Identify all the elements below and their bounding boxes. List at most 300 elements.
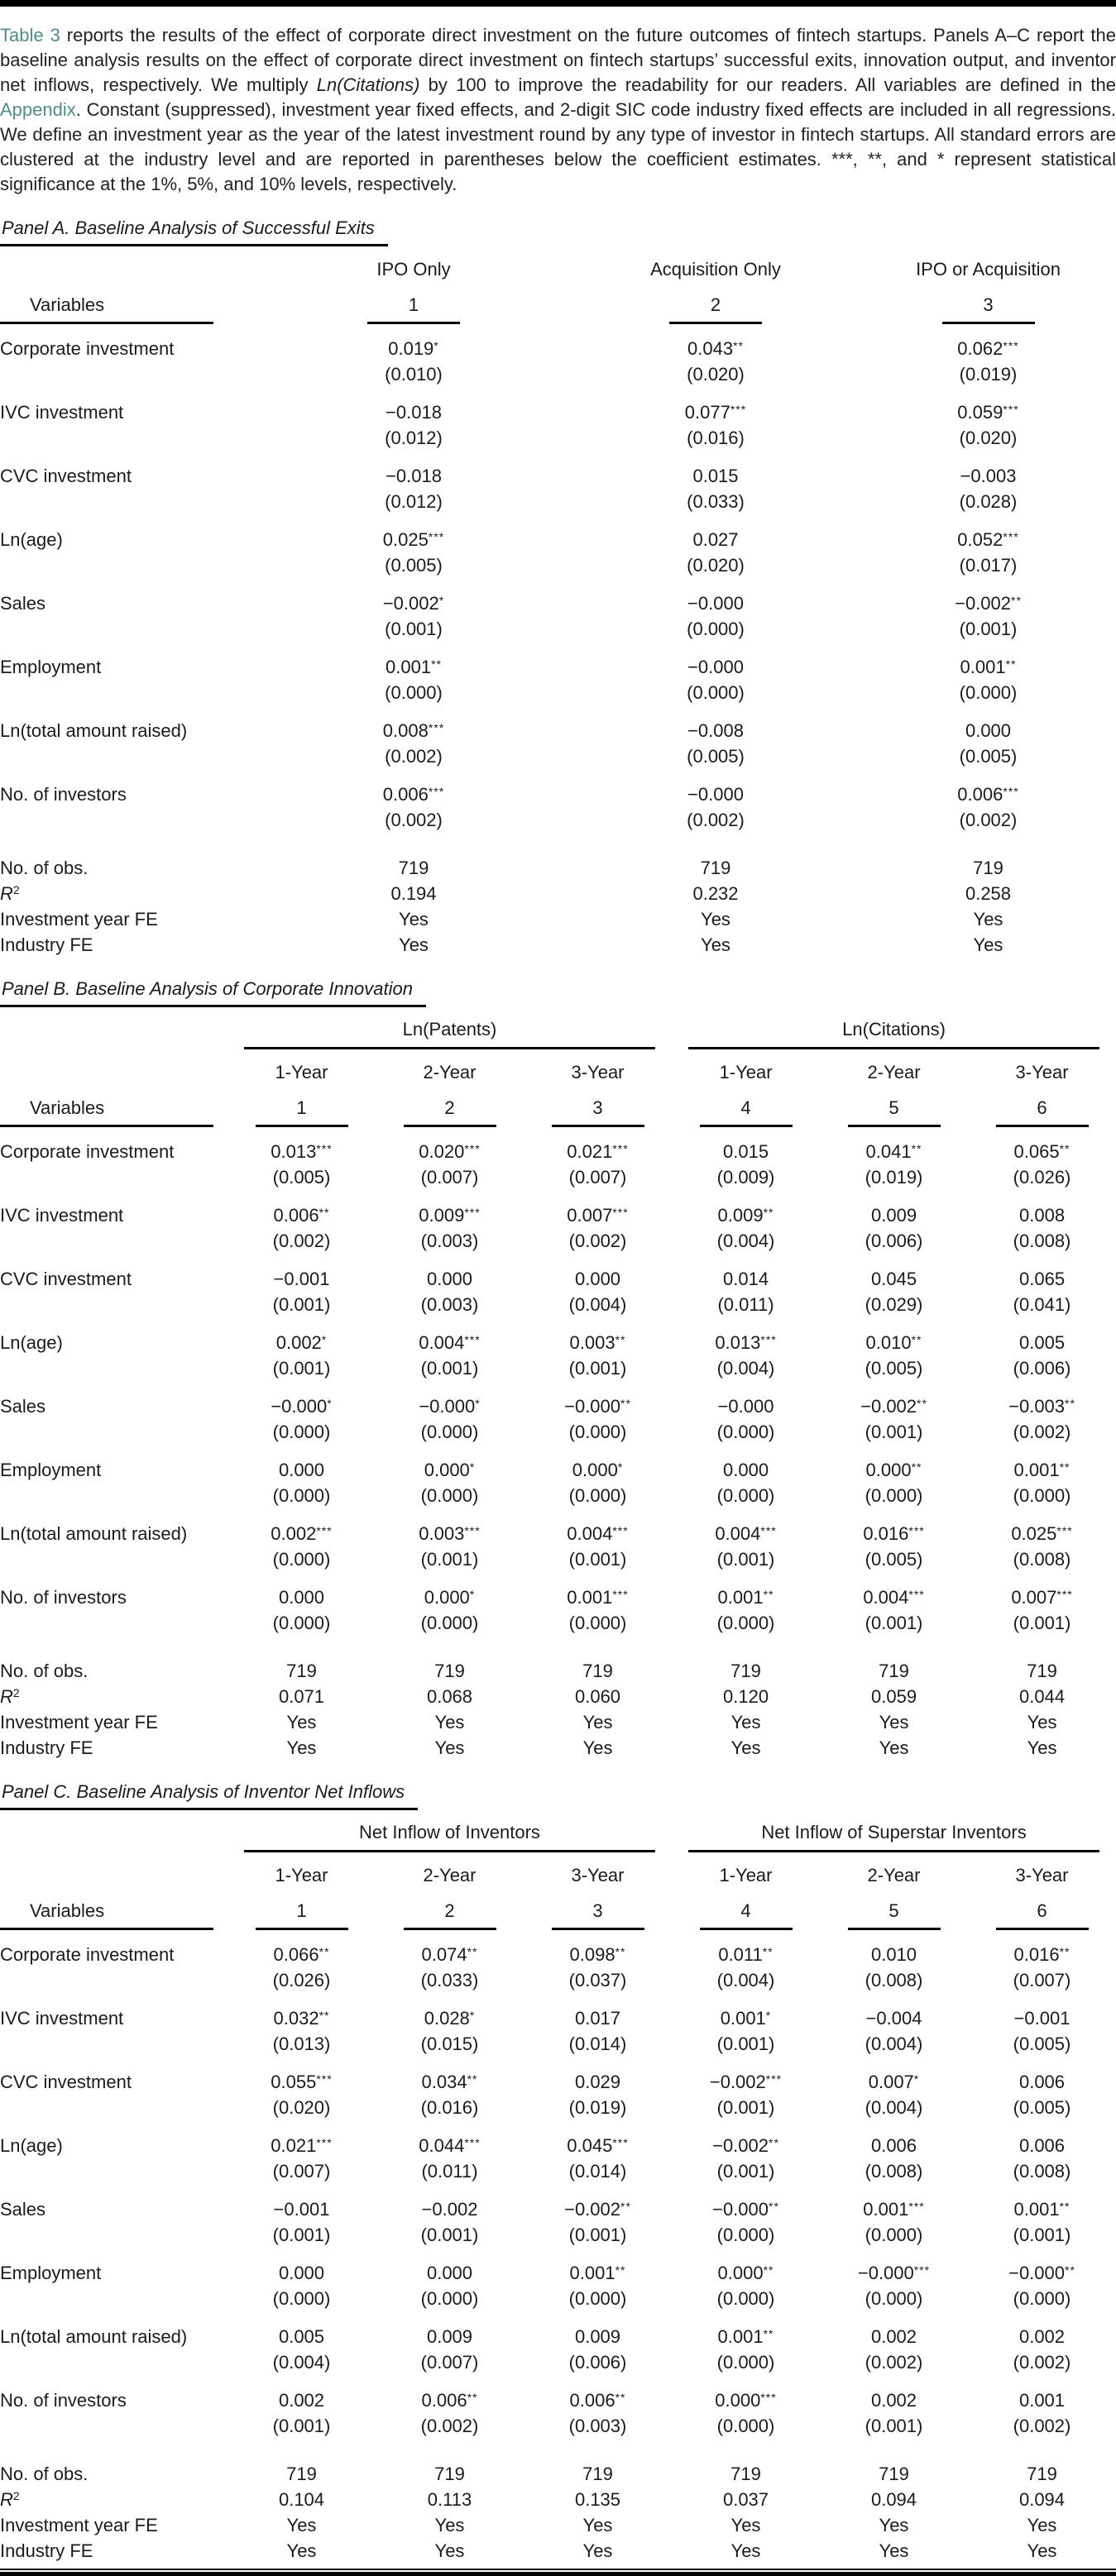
significance-stars: **	[1065, 2263, 1075, 2277]
variable-label: Sales	[0, 1396, 46, 1417]
stderr-cell: (0.001)	[865, 1422, 923, 1442]
stderr-cell: (0.004)	[716, 1970, 775, 1991]
group-header-label: Net Inflow of Inventors	[244, 1820, 655, 1852]
significance-stars: ***	[428, 785, 445, 798]
coefficient-cell: 0.001**	[717, 1587, 774, 1608]
stderr-cell: (0.000)	[272, 2288, 331, 2309]
stat-cell: 719	[730, 1661, 761, 1681]
column-number	[968, 1086, 1116, 1127]
stderr-cell: (0.002)	[1013, 2352, 1071, 2373]
results-table-panel-c	[0, 1810, 1116, 2564]
stat-cell: 719	[879, 2464, 909, 2484]
significance-stars: ***	[760, 1333, 777, 1346]
coefficient-cell: 0.098**	[569, 1944, 626, 1965]
variable-label: CVC investment	[0, 466, 132, 486]
coefficient-cell: 0.065**	[1013, 1141, 1070, 1162]
stat-cell: Yes	[434, 1712, 465, 1732]
stderr-cell: (0.000)	[716, 2225, 775, 2245]
coefficient-cell: −0.018	[386, 402, 442, 423]
significance-stars: *	[469, 2009, 476, 2022]
coefficient-cell: 0.006***	[957, 784, 1019, 805]
significance-stars: *	[913, 2072, 920, 2086]
coefficient-cell: 0.045***	[567, 2135, 629, 2156]
stat-cell: 719	[1027, 2464, 1057, 2484]
stderr-cell: (0.020)	[687, 555, 745, 576]
coefficient-cell: −0.000	[687, 593, 744, 614]
column-number	[376, 1889, 524, 1930]
significance-stars: ***	[1003, 530, 1019, 543]
stderr-cell: (0.005)	[959, 746, 1018, 767]
column-number-label: 6	[996, 1899, 1089, 1930]
stderr-cell: (0.000)	[865, 1485, 923, 1506]
stderr-cell: (0.007)	[272, 2161, 331, 2182]
stderr-cell: (0.041)	[1013, 1294, 1071, 1315]
coefficient-cell: −0.000	[687, 657, 744, 677]
stat-cell: 719	[973, 858, 1003, 878]
stderr-cell: (0.000)	[568, 1613, 627, 1633]
stat-cell: Yes	[434, 2540, 465, 2561]
stat-cell: 719	[398, 858, 429, 878]
variables-header-label: Variables	[0, 293, 213, 324]
stderr-cell: (0.000)	[420, 1613, 479, 1633]
coefficient-cell: 0.005	[278, 2326, 325, 2347]
stat-cell: Yes	[730, 1737, 761, 1758]
significance-stars: ***	[428, 530, 445, 543]
significance-stars: ***	[316, 2072, 333, 2086]
stderr-cell: (0.008)	[1013, 1231, 1071, 1251]
coefficient-cell: 0.001**	[1013, 2199, 1070, 2220]
spacer-cell	[0, 1483, 228, 1521]
spacer-cell	[0, 1810, 228, 1852]
significance-stars: **	[319, 1945, 330, 1958]
stderr-cell: (0.033)	[687, 491, 745, 512]
caption-link[interactable]: Table 3	[0, 25, 60, 45]
stat-label: Investment year FE	[0, 1712, 158, 1732]
stat-cell: 719	[1027, 1661, 1057, 1681]
spacer-cell	[0, 552, 256, 590]
significance-stars: **	[769, 2136, 779, 2149]
variable-label: Ln(total amount raised)	[0, 1523, 188, 1544]
column-header: 2-Year	[867, 1865, 921, 1885]
caption-link[interactable]: Appendix	[0, 99, 76, 120]
significance-stars: *	[438, 594, 445, 607]
stat-cell: Yes	[1027, 2540, 1057, 2561]
stderr-cell: (0.000)	[272, 1549, 331, 1570]
stderr-cell: (0.005)	[1013, 2097, 1071, 2118]
stderr-cell: (0.011)	[717, 1294, 774, 1315]
panel-b-table-host	[0, 1007, 1116, 1761]
stderr-cell: (0.000)	[716, 2416, 775, 2436]
stderr-cell: (0.000)	[865, 2225, 923, 2245]
significance-stars: **	[467, 2072, 478, 2086]
stderr-cell: (0.005)	[272, 1167, 331, 1188]
coefficient-cell: 0.007***	[567, 1205, 629, 1226]
stat-cell: 719	[434, 1661, 465, 1681]
column-number-label: 3	[552, 1096, 644, 1127]
stat-label: No. of obs.	[0, 858, 89, 878]
stat-cell: Yes	[879, 2515, 909, 2535]
stat-cell: 0.071	[278, 1686, 325, 1707]
significance-stars: ***	[464, 1142, 481, 1155]
stat-cell: 0.044	[1019, 1686, 1066, 1707]
stderr-cell: (0.015)	[420, 2034, 479, 2054]
coefficient-cell: 0.000	[574, 1269, 621, 1289]
stderr-cell: (0.001)	[385, 619, 443, 639]
variables-header-label: Variables	[0, 1899, 213, 1930]
spacer-cell	[0, 680, 256, 718]
stderr-cell: (0.017)	[959, 555, 1018, 576]
stderr-cell: (0.028)	[959, 491, 1018, 512]
stderr-cell: (0.000)	[568, 1485, 627, 1506]
significance-stars: **	[911, 1333, 922, 1346]
coefficient-cell: 0.001	[1018, 2390, 1066, 2411]
coefficient-cell: 0.000**	[865, 1460, 922, 1480]
stderr-cell: (0.001)	[1013, 1613, 1071, 1633]
spacer-cell	[0, 616, 256, 654]
column-number	[524, 1889, 672, 1930]
coefficient-cell: −0.002**	[955, 593, 1022, 614]
stat-cell: Yes	[399, 934, 429, 955]
stat-cell: Yes	[582, 2515, 613, 2535]
coefficient-cell: 0.025***	[382, 529, 445, 550]
coefficient-cell: 0.065	[1019, 1269, 1066, 1289]
stderr-cell: (0.020)	[959, 428, 1018, 448]
stderr-cell: (0.000)	[420, 2288, 479, 2309]
stderr-cell: (0.001)	[865, 2416, 923, 2436]
significance-stars: **	[911, 1142, 922, 1155]
stderr-cell: (0.007)	[1013, 1970, 1071, 1991]
variable-label: No. of investors	[0, 2390, 127, 2411]
significance-stars: ***	[1003, 403, 1019, 416]
significance-stars: ***	[464, 1524, 481, 1537]
coefficient-cell: 0.000	[278, 2263, 325, 2283]
stderr-cell: (0.002)	[385, 810, 443, 830]
column-number	[524, 1086, 672, 1127]
stat-cell: 719	[879, 1661, 909, 1681]
stderr-cell: (0.005)	[687, 746, 745, 767]
coefficient-cell: 0.003**	[569, 1332, 626, 1353]
stderr-cell: (0.002)	[865, 2352, 923, 2373]
coefficient-cell: −0.000	[687, 784, 744, 805]
caption-text: reports the results of the effect of corporate direct investment on the future outcomes of fintech startups. Panels A–C report the baseline analysis results on the effect of corporate direct investment on fintech startups’ successful exits, innovation output, and inventor net inflows, respectively. We multiply	[0, 25, 1116, 95]
column-number-label: 1	[256, 1096, 348, 1127]
panel-a	[0, 197, 1116, 958]
coefficient-cell: 0.055***	[271, 2072, 333, 2092]
coefficient-cell: 0.077***	[684, 402, 747, 423]
coefficient-cell: 0.001*	[720, 2008, 772, 2029]
stderr-cell: (0.001)	[716, 2097, 775, 2118]
coefficient-cell: −0.000**	[712, 2199, 779, 2220]
stderr-cell: (0.001)	[272, 2416, 331, 2436]
coefficient-cell: 0.003***	[419, 1523, 481, 1544]
coefficient-cell: 0.006	[870, 2135, 917, 2156]
significance-stars: ***	[464, 1206, 481, 1219]
coefficient-cell: −0.002**	[860, 1396, 927, 1417]
stderr-cell: (0.002)	[420, 2416, 479, 2436]
coefficient-cell: 0.015	[723, 1141, 769, 1162]
r-squared-symbol: R	[0, 883, 13, 904]
coefficient-cell: 0.015	[692, 466, 739, 486]
coefficient-cell: 0.074**	[421, 1944, 478, 1965]
coefficient-cell: 0.001**	[717, 2326, 774, 2347]
spacer-cell	[0, 807, 256, 845]
stderr-cell: (0.004)	[272, 2352, 331, 2373]
stderr-cell: (0.003)	[568, 2416, 627, 2436]
coefficient-cell: 0.001***	[567, 1587, 629, 1608]
stat-label: Investment year FE	[0, 2515, 158, 2535]
column-number	[376, 1086, 524, 1127]
column-number	[968, 1889, 1116, 1930]
spacer-cell	[0, 2413, 228, 2451]
coefficient-cell: −0.001	[1013, 2008, 1070, 2029]
stat-cell: Yes	[286, 2515, 317, 2535]
variable-label: Corporate investment	[0, 1141, 175, 1162]
significance-stars: ***	[730, 403, 747, 416]
spacer-cell	[0, 425, 256, 463]
stat-cell: Yes	[582, 2540, 613, 2561]
stat-cell: Yes	[701, 909, 730, 930]
stderr-cell: (0.001)	[959, 619, 1018, 639]
significance-stars: *	[433, 339, 439, 352]
spacer-cell	[0, 1007, 228, 1049]
coefficient-cell: 0.001***	[863, 2199, 925, 2220]
stderr-cell: (0.001)	[865, 1613, 923, 1633]
stderr-cell: (0.002)	[959, 810, 1018, 830]
spacer-cell	[0, 2095, 228, 2133]
coefficient-cell: −0.000	[717, 1396, 774, 1417]
stderr-cell: (0.008)	[1013, 2161, 1071, 2182]
variable-label: Sales	[0, 2199, 46, 2220]
coefficient-cell: 0.000*	[572, 1460, 624, 1480]
coefficient-cell: 0.000*	[424, 1587, 476, 1608]
stat-cell: Yes	[1027, 1737, 1057, 1758]
significance-stars: **	[1059, 1945, 1070, 1958]
coefficient-cell: 0.000*	[424, 1460, 476, 1480]
stat-cell: 0.232	[692, 883, 739, 904]
column-number-label: 5	[848, 1899, 941, 1930]
coefficient-cell: 0.007*	[868, 2072, 920, 2092]
stderr-cell: (0.002)	[687, 810, 745, 830]
significance-stars: ***	[1003, 785, 1019, 798]
coefficient-cell: 0.011**	[718, 1944, 774, 1965]
coefficient-cell: 0.016***	[863, 1523, 925, 1544]
significance-stars: **	[733, 339, 744, 352]
variable-label: Ln(age)	[0, 2135, 63, 2156]
r-squared-exponent: 2	[12, 2489, 20, 2502]
stat-label: No. of obs.	[0, 1661, 89, 1681]
coefficient-cell: 0.028*	[424, 2008, 476, 2029]
stderr-cell: (0.003)	[420, 1294, 479, 1315]
stderr-cell: (0.001)	[1013, 2225, 1071, 2245]
coefficient-cell: 0.006***	[382, 784, 445, 805]
variable-label: Ln(age)	[0, 529, 63, 550]
coefficient-cell: 0.001**	[386, 657, 442, 677]
coefficient-cell: 0.004***	[863, 1587, 925, 1608]
coefficient-cell: −0.002*	[382, 593, 445, 614]
stderr-cell: (0.000)	[420, 1422, 479, 1442]
coefficient-cell: 0.009**	[717, 1205, 774, 1226]
significance-stars: ***	[1056, 1524, 1073, 1537]
stat-cell: Yes	[973, 934, 1003, 955]
variable-label: Corporate investment	[0, 1944, 175, 1965]
stderr-cell: (0.000)	[716, 1422, 775, 1442]
significance-stars: **	[763, 1206, 774, 1219]
coefficient-cell: −0.002***	[709, 2072, 783, 2092]
spacer-cell	[0, 1546, 228, 1584]
coefficient-cell: 0.025***	[1011, 1523, 1073, 1544]
spacer-cell	[0, 1292, 228, 1330]
coefficient-cell: 0.000	[723, 1460, 769, 1480]
significance-stars: ***	[612, 2136, 629, 2149]
spacer-cell	[0, 361, 256, 399]
significance-stars: **	[467, 1945, 478, 1958]
column-header: 3-Year	[571, 1865, 625, 1885]
spacer-cell	[0, 2222, 228, 2260]
coefficient-cell: 0.001**	[960, 657, 1017, 677]
variable-label: No. of investors	[0, 1587, 127, 1608]
variables-header	[0, 1086, 228, 1127]
stat-label: Investment year FE	[0, 909, 158, 930]
coefficient-cell: 0.002***	[271, 1523, 333, 1544]
stderr-cell: (0.000)	[716, 1613, 775, 1633]
table-note-caption	[0, 23, 1116, 197]
group-header	[672, 1007, 1116, 1049]
panel-b-title: Panel B. Baseline Analysis of Corporate Innovation	[0, 977, 426, 1007]
coefficient-cell: 0.006**	[569, 2390, 626, 2411]
significance-stars: **	[615, 1945, 626, 1958]
stderr-cell: (0.000)	[568, 2288, 627, 2309]
significance-stars: **	[1005, 657, 1017, 671]
significance-stars: **	[917, 1397, 927, 1410]
stat-cell: Yes	[1027, 2515, 1057, 2535]
stderr-cell: (0.000)	[959, 682, 1018, 703]
stderr-cell: (0.016)	[687, 428, 745, 448]
coefficient-cell: 0.009	[426, 2326, 473, 2347]
coefficient-cell: 0.052***	[957, 529, 1019, 550]
stderr-cell: (0.012)	[385, 491, 443, 512]
stderr-cell: (0.001)	[568, 2225, 627, 2245]
column-number-label: 3	[552, 1899, 644, 1930]
significance-stars: ***	[612, 1524, 629, 1537]
significance-stars: *	[327, 1397, 333, 1410]
significance-stars: *	[765, 2009, 772, 2022]
stderr-cell: (0.004)	[865, 2034, 923, 2054]
coefficient-cell: −0.002**	[712, 2135, 779, 2156]
coefficient-cell: 0.020***	[419, 1141, 481, 1162]
significance-stars: **	[615, 2391, 626, 2404]
spacer-cell	[0, 1852, 228, 1889]
spacer-cell	[0, 743, 256, 781]
stderr-cell: (0.026)	[1013, 1167, 1071, 1188]
stderr-cell: (0.008)	[865, 1970, 923, 1991]
stat-cell: 0.037	[722, 2489, 769, 2510]
significance-stars: *	[321, 1333, 328, 1346]
stderr-cell: (0.006)	[1013, 1358, 1071, 1379]
column-header: 2-Year	[423, 1865, 477, 1885]
significance-stars: **	[763, 2327, 774, 2340]
significance-stars: **	[467, 2391, 478, 2404]
coefficient-cell: 0.032**	[273, 2008, 330, 2029]
stat-cell: Yes	[286, 1712, 317, 1732]
r-squared-symbol: R	[0, 2489, 13, 2510]
variable-label: CVC investment	[0, 2072, 132, 2092]
stderr-cell: (0.001)	[420, 1549, 479, 1570]
coefficient-cell: 0.004***	[567, 1523, 629, 1544]
stat-label	[0, 1684, 228, 1709]
column-header: 1-Year	[719, 1865, 773, 1885]
column-number	[860, 283, 1116, 324]
stderr-cell: (0.009)	[716, 1167, 775, 1188]
coefficient-cell: 0.009	[871, 1205, 917, 1226]
stat-cell: Yes	[399, 909, 429, 930]
stderr-cell: (0.001)	[568, 1549, 627, 1570]
spacer-cell	[0, 1164, 228, 1202]
stderr-cell: (0.000)	[272, 1613, 331, 1633]
coefficient-cell: 0.000	[426, 1269, 473, 1289]
stderr-cell: (0.000)	[687, 682, 745, 703]
variable-label: Corporate investment	[0, 338, 175, 359]
stderr-cell: (0.020)	[687, 364, 745, 385]
coefficient-cell: −0.008	[687, 720, 744, 741]
stat-cell: 719	[286, 2464, 317, 2484]
stat-label: Industry FE	[0, 1737, 93, 1758]
stat-cell: Yes	[879, 1712, 909, 1732]
stderr-cell: (0.004)	[716, 1231, 775, 1251]
column-number	[672, 1889, 820, 1930]
stderr-cell: (0.000)	[420, 1485, 479, 1506]
r-squared-exponent: 2	[12, 1686, 20, 1699]
significance-stars: ***	[765, 2072, 783, 2086]
coefficient-cell: 0.034**	[421, 2072, 478, 2092]
column-number-label: 3	[942, 293, 1035, 324]
significance-stars: *	[475, 1397, 481, 1410]
column-number-label: 5	[848, 1096, 941, 1127]
stat-cell: Yes	[973, 909, 1003, 930]
significance-stars: **	[763, 1588, 774, 1601]
stderr-cell: (0.019)	[865, 1167, 923, 1188]
variable-label: No. of investors	[0, 784, 127, 805]
coefficient-cell: 0.062***	[957, 338, 1019, 359]
coefficient-cell: 0.004***	[715, 1523, 777, 1544]
significance-stars: **	[1065, 1397, 1075, 1410]
coefficient-cell: 0.000	[965, 720, 1012, 741]
group-header-label: Ln(Citations)	[688, 1017, 1099, 1049]
stderr-cell: (0.001)	[716, 2034, 775, 2054]
group-header	[228, 1007, 672, 1049]
caption-text: . Constant (suppressed), investment year fixed effects, and 2-digit SIC code industry fixed effects are included in all regressions. We define an investment year as the year of the latest investment round by any type of investor in fintech startups. All standard errors are clustered at the industry level and are reported in parentheses below the coefficient estimates. ***, **, and * represent statistical significance at the 1%, 5%, and 10% levels, respectively.	[0, 99, 1116, 194]
significance-stars: **	[762, 1945, 774, 1958]
coefficient-cell: −0.002	[421, 2199, 478, 2220]
coefficient-cell: −0.000***	[857, 2263, 931, 2283]
coefficient-cell: 0.001**	[569, 2263, 626, 2283]
variable-label: IVC investment	[0, 2008, 124, 2029]
stderr-cell: (0.000)	[865, 2288, 923, 2309]
table-bottom-rule	[0, 2569, 1116, 2576]
stat-cell: Yes	[286, 2540, 317, 2561]
coefficient-cell: −0.004	[865, 2008, 922, 2029]
coefficient-cell: 0.021***	[271, 2135, 333, 2156]
results-table-panel-a	[0, 246, 1116, 958]
significance-stars: **	[620, 2200, 631, 2213]
variable-label: Employment	[0, 1460, 102, 1480]
coefficient-cell: 0.002	[870, 2390, 917, 2411]
coefficient-cell: 0.005	[1019, 1332, 1066, 1353]
stat-cell: Yes	[582, 1712, 613, 1732]
column-number-label: 1	[367, 293, 460, 324]
coefficient-cell: −0.018	[386, 466, 442, 486]
significance-stars: ***	[612, 1588, 629, 1601]
coefficient-cell: 0.006**	[273, 1205, 330, 1226]
